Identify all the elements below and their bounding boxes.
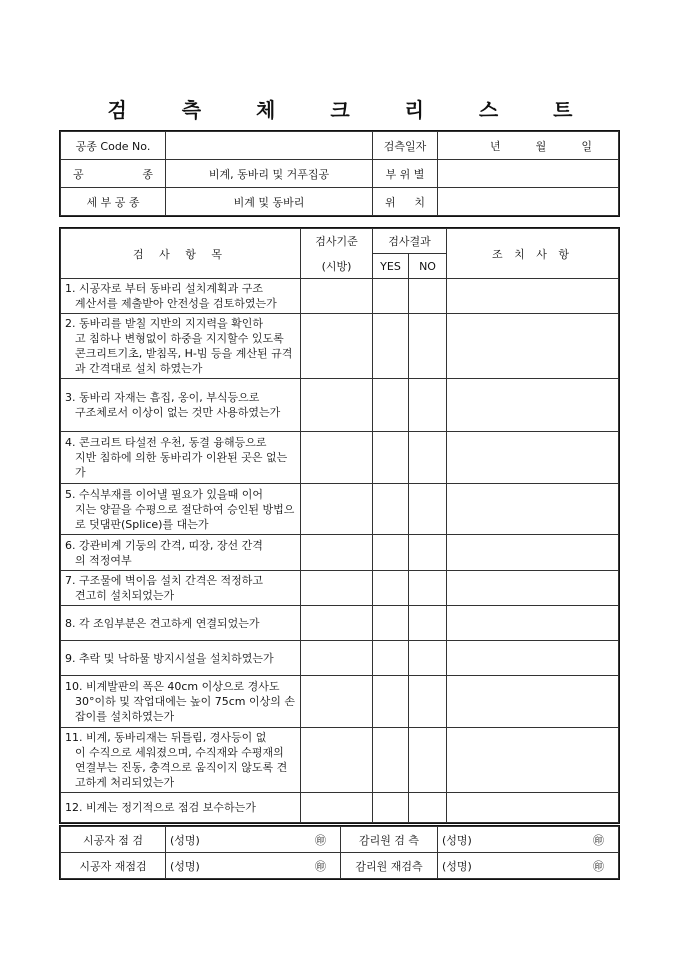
item-text: 2. 동바리를 받칠 지반의 지지력을 확인하 <box>65 317 263 330</box>
no-cell[interactable] <box>409 535 447 571</box>
supervisor-check-sign[interactable] <box>438 827 619 853</box>
standard-cell[interactable] <box>301 571 373 606</box>
header-no: NO <box>409 254 447 279</box>
name-placeholder: (성명) <box>170 833 200 847</box>
location-label <box>373 188 438 216</box>
item-text: 7. 구조물에 벽이음 설치 간격은 적정하고 <box>65 574 263 587</box>
action-cell[interactable] <box>447 314 619 379</box>
inspection-item <box>61 314 301 379</box>
yes-cell[interactable] <box>373 641 409 676</box>
supervisor-recheck-label: 감리원 재검측 <box>341 853 438 879</box>
date-day: 일 <box>581 139 592 153</box>
item-text: 5. 수식부재를 이어낼 필요가 있을때 이어 <box>65 487 263 501</box>
label-part: 치 <box>414 195 425 209</box>
no-cell[interactable] <box>409 793 447 823</box>
header-action: 조 치 사 항 <box>447 229 619 279</box>
table-row <box>61 676 619 728</box>
inspection-item <box>61 606 301 641</box>
table-row <box>61 535 619 571</box>
inspection-table <box>60 228 619 823</box>
inspection-item <box>61 728 301 793</box>
action-cell[interactable] <box>447 606 619 641</box>
label-part: 공 <box>73 167 84 181</box>
standard-cell[interactable] <box>301 641 373 676</box>
table-row <box>61 379 619 432</box>
item-text-cont: 고 침하나 변형없이 하중을 지지할수 있도록 콘크리트기초, 받침목, H-빔 등을 계산된 규격과 간격대로 설치 하였는가 <box>75 332 293 375</box>
part-label: 부 위 별 <box>373 160 438 188</box>
yes-cell[interactable] <box>373 279 409 314</box>
header-item: 검 사 항 목 <box>61 229 301 279</box>
inspection-item <box>61 641 301 676</box>
item-text-cont: 지반 침하에 의한 동바리가 이완된 곳은 없는가 <box>75 451 288 479</box>
seal-icon: ㊞ <box>593 833 604 847</box>
inspection-item <box>61 676 301 728</box>
header-standard: 검사기준 <box>301 229 373 254</box>
seal-icon: ㊞ <box>315 833 326 847</box>
action-cell[interactable] <box>447 641 619 676</box>
no-cell[interactable] <box>409 606 447 641</box>
seal-icon: ㊞ <box>315 859 326 873</box>
action-cell[interactable] <box>447 279 619 314</box>
item-text: 10. 비계발판의 폭은 40cm 이상으로 경사도 <box>65 680 280 693</box>
standard-cell[interactable] <box>301 606 373 641</box>
item-text-cont: 구조체로서 이상이 없는 것만 사용하였는가 <box>75 406 281 419</box>
sub-work-value: 비계 및 동바리 <box>166 188 373 216</box>
inspection-item <box>61 279 301 314</box>
name-placeholder: (성명) <box>170 859 200 873</box>
item-text-cont: 30°이하 및 작업대에는 높이 75cm 이상의 손잡이를 설치하였는가 <box>75 695 295 723</box>
table-row <box>61 606 619 641</box>
sub-work-label: 세 부 공 종 <box>61 188 166 216</box>
table-row <box>61 279 619 314</box>
standard-cell[interactable] <box>301 432 373 484</box>
contractor-check-sign[interactable] <box>166 827 341 853</box>
action-cell[interactable] <box>447 484 619 535</box>
no-cell[interactable] <box>409 484 447 535</box>
no-cell[interactable] <box>409 571 447 606</box>
no-cell[interactable] <box>409 641 447 676</box>
name-placeholder: (성명) <box>442 859 472 873</box>
inspection-item <box>61 535 301 571</box>
yes-cell[interactable] <box>373 676 409 728</box>
supervisor-recheck-sign[interactable] <box>438 853 619 879</box>
table-row <box>61 571 619 606</box>
action-cell[interactable] <box>447 432 619 484</box>
date-month: 월 <box>535 139 547 153</box>
date-label: 검측일자 <box>373 132 438 160</box>
table-row <box>61 484 619 535</box>
part-value[interactable] <box>438 160 619 188</box>
yes-cell[interactable] <box>373 571 409 606</box>
work-type-value: 비계, 동바리 및 거푸집공 <box>166 160 373 188</box>
item-text: 6. 강관비계 기둥의 간격, 띠장, 장선 간격 <box>65 538 263 552</box>
no-cell[interactable] <box>409 279 447 314</box>
yes-cell[interactable] <box>373 535 409 571</box>
yes-cell[interactable] <box>373 793 409 823</box>
item-text: 1. 시공자로 부터 동바리 설치계획과 구조 <box>65 282 263 295</box>
date-year: 년 <box>490 139 501 153</box>
seal-icon: ㊞ <box>593 859 604 873</box>
contractor-recheck-label: 시공자 재점검 <box>61 853 166 879</box>
standard-cell[interactable] <box>301 279 373 314</box>
standard-cell[interactable] <box>301 728 373 793</box>
item-text: 11. 비계, 동바리재는 뒤틀림, 경사등이 없 <box>65 731 267 744</box>
standard-cell[interactable] <box>301 314 373 379</box>
table-row <box>61 641 619 676</box>
item-text: 9. 추락 및 낙하물 방지시설을 설치하였는가 <box>65 651 274 665</box>
item-text: 8. 각 조임부분은 견고하게 연결되었는가 <box>65 616 260 630</box>
item-text: 4. 콘크리트 타설전 우천, 동결 융해등으로 <box>65 436 267 449</box>
standard-cell[interactable] <box>301 484 373 535</box>
header-result: 검사결과 <box>373 229 447 254</box>
inspection-item <box>61 432 301 484</box>
inspection-item <box>61 379 301 432</box>
table-row <box>61 432 619 484</box>
code-label: 공종 Code No. <box>61 132 166 160</box>
no-cell[interactable] <box>409 676 447 728</box>
inspection-item <box>61 484 301 535</box>
name-placeholder: (성명) <box>442 833 472 847</box>
item-text-cont: 이 수직으로 세워졌으며, 수직재와 수평재의 연결부는 진동, 충격으로 움직이지 않도록 견고하게 처리되었는가 <box>75 746 288 789</box>
signature-table <box>60 826 619 879</box>
action-cell[interactable] <box>447 793 619 823</box>
item-text-cont: 의 적정여부 <box>75 553 132 567</box>
item-text-cont: 견고히 설치되었는가 <box>75 589 175 602</box>
yes-cell[interactable] <box>373 484 409 535</box>
yes-cell[interactable] <box>373 314 409 379</box>
contractor-recheck-sign[interactable] <box>166 853 341 879</box>
action-cell[interactable] <box>447 379 619 432</box>
yes-cell[interactable] <box>373 379 409 432</box>
no-cell[interactable] <box>409 314 447 379</box>
header-yes: YES <box>373 254 409 279</box>
standard-cell[interactable] <box>301 379 373 432</box>
code-value[interactable] <box>166 132 373 160</box>
item-text-cont: 지는 양끝을 수평으로 절단하여 승인된 방법으로 덧댐판(Splice)를 대는가 <box>75 502 295 531</box>
table-row <box>61 793 619 823</box>
no-cell[interactable] <box>409 728 447 793</box>
location-value[interactable] <box>438 188 619 216</box>
label-part: 위 <box>385 195 396 209</box>
action-cell[interactable] <box>447 571 619 606</box>
standard-cell[interactable] <box>301 793 373 823</box>
supervisor-check-label: 감리원 검 측 <box>341 827 438 853</box>
date-value[interactable] <box>438 132 619 160</box>
item-text: 3. 동바리 자재는 흠집, 옹이, 부식등으로 <box>65 391 260 404</box>
yes-cell[interactable] <box>373 728 409 793</box>
item-text-cont: 계산서를 제출받아 안전성을 검토하였는가 <box>75 297 277 310</box>
standard-cell[interactable] <box>301 535 373 571</box>
no-cell[interactable] <box>409 432 447 484</box>
table-row <box>61 728 619 793</box>
contractor-check-label: 시공자 점 검 <box>61 827 166 853</box>
action-cell[interactable] <box>447 535 619 571</box>
standard-cell[interactable] <box>301 676 373 728</box>
yes-cell[interactable] <box>373 432 409 484</box>
inspection-item <box>61 793 301 823</box>
page-title: 검 측 체 크 리 스 트 <box>107 98 597 122</box>
info-table <box>60 131 619 216</box>
item-text: 12. 비계는 정기적으로 점검 보수하는가 <box>65 801 256 814</box>
inspection-item <box>61 571 301 606</box>
label-part: 종 <box>142 167 153 181</box>
yes-cell[interactable] <box>373 606 409 641</box>
no-cell[interactable] <box>409 379 447 432</box>
work-type-label <box>61 160 166 188</box>
action-cell[interactable] <box>447 676 619 728</box>
action-cell[interactable] <box>447 728 619 793</box>
table-row <box>61 314 619 379</box>
header-standard-sub: (시방) <box>301 254 373 279</box>
